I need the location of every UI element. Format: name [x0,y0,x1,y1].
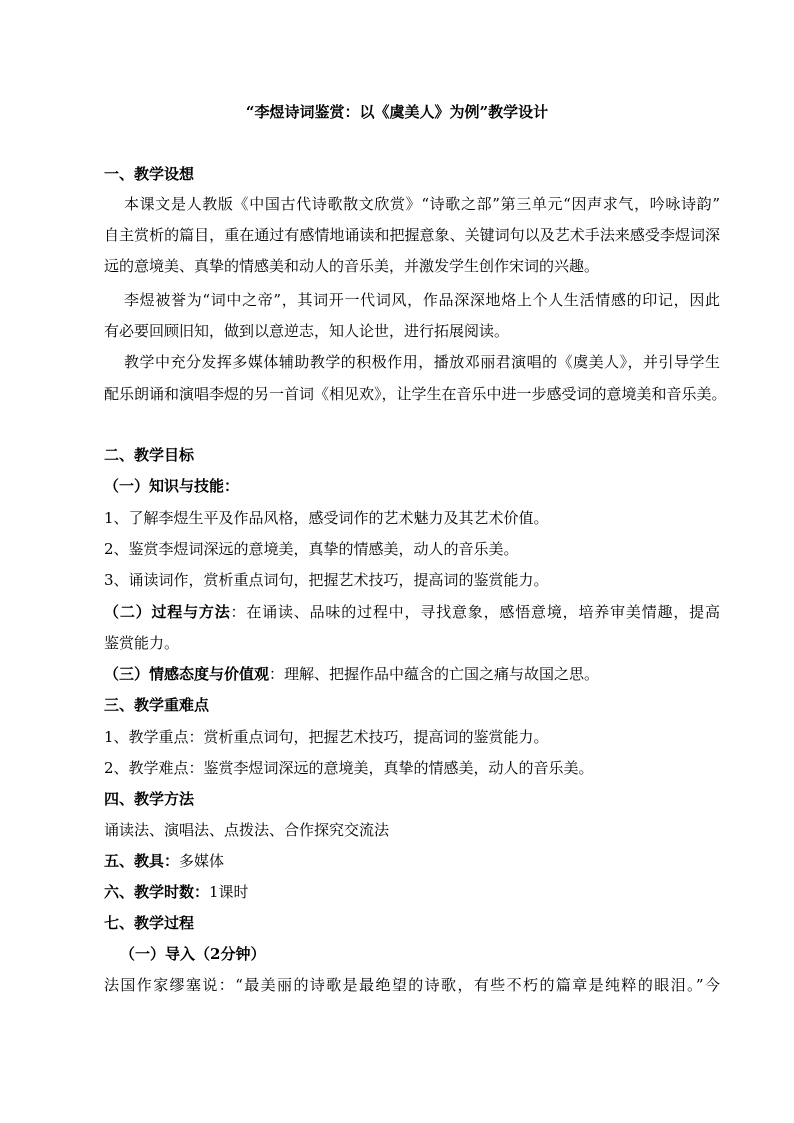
paragraph-line: 李煜被誉为“词中之帝”，其词开一代词风，作品深深地烙上个人生活情感的印记，因此 [124,291,720,309]
section-text: 1课时 [209,883,249,901]
subsection-line [104,664,599,684]
section-line-5 [104,851,224,871]
section-heading-6: 六、教学时数： [104,883,210,901]
list-item: 1、了解李煜生平及作品风格，感受词作的艺术魅力及其艺术价值。 [104,509,549,527]
section-heading-1: 一、教学设想 [104,165,195,183]
subsection-line [104,602,720,622]
subsection-text: ：在诵读、品味的过程中，寻找意象，感悟意境，培养审美情趣，提高 [230,603,720,621]
paragraph-line: 教学中充分发挥多媒体辅助教学的积极作用，播放邓丽君演唱的《虞美人》，并引导学生 [124,353,720,371]
paragraph-line: 有必要回顾旧知，做到以意逆志，知人论世，进行拓展阅读。 [104,322,510,340]
section-text: 多媒体 [179,852,225,870]
paragraph-line: 配乐朗诵和演唱李煜的另一首词《相见欢》，让学生在音乐中进一步感受词的意境美和音乐美。 [104,385,727,403]
paragraph-line: 自主赏析的篇目，重在通过有感情地诵读和把握意象、关键词句以及艺术手法来感受李煜词深 [104,226,720,244]
section-heading-3: 三、教学重难点 [104,696,210,714]
paragraph-line: 诵读法、演唱法、点拨法、合作探究交流法 [104,821,390,839]
section-line-6 [104,882,249,902]
paragraph-line: 远的意境美、真挚的情感美和动人的音乐美，并激发学生创作宋词的兴趣。 [104,257,600,275]
paragraph-line: 法国作家缪塞说：“最美丽的诗歌是最绝望的诗歌，有些不朽的篇章是纯粹的眼泪。”今 [104,976,720,994]
subsection-heading: （一）知识与技能： [104,477,240,495]
document-title: “李煜诗词鉴赏：以《虞美人》为例”教学设计 [245,103,549,121]
list-item: 2、教学难点：鉴赏李煜词深远的意境美，真挚的情感美，动人的音乐美。 [104,759,594,777]
list-item: 1、教学重点：赏析重点词句，把握艺术技巧，提高词的鉴赏能力。 [104,728,549,746]
subsection-heading: （一）导入（2分钟） [120,945,266,963]
section-heading-2: 二、教学目标 [104,446,195,464]
paragraph-line: 鉴赏能力。 [104,634,180,652]
section-heading-5: 五、教具： [104,852,180,870]
subsection-text: ：理解、把握作品中蕴含的亡国之痛与故国之思。 [269,665,600,683]
list-item: 2、鉴赏李煜词深远的意境美，真挚的情感美，动人的音乐美。 [104,540,519,558]
section-heading-4: 四、教学方法 [104,790,195,808]
section-heading-7: 七、教学过程 [104,914,195,932]
subsection-label: （三）情感态度与价值观 [104,665,270,683]
paragraph-line: 本课文是人教版《中国古代诗歌散文欣赏》“诗歌之部”第三单元“因声求气，吟咏诗韵” [124,195,720,213]
subsection-label: （二）过程与方法 [104,603,231,621]
list-item: 3、诵读词作，赏析重点词句，把握艺术技巧，提高词的鉴赏能力。 [104,571,549,589]
